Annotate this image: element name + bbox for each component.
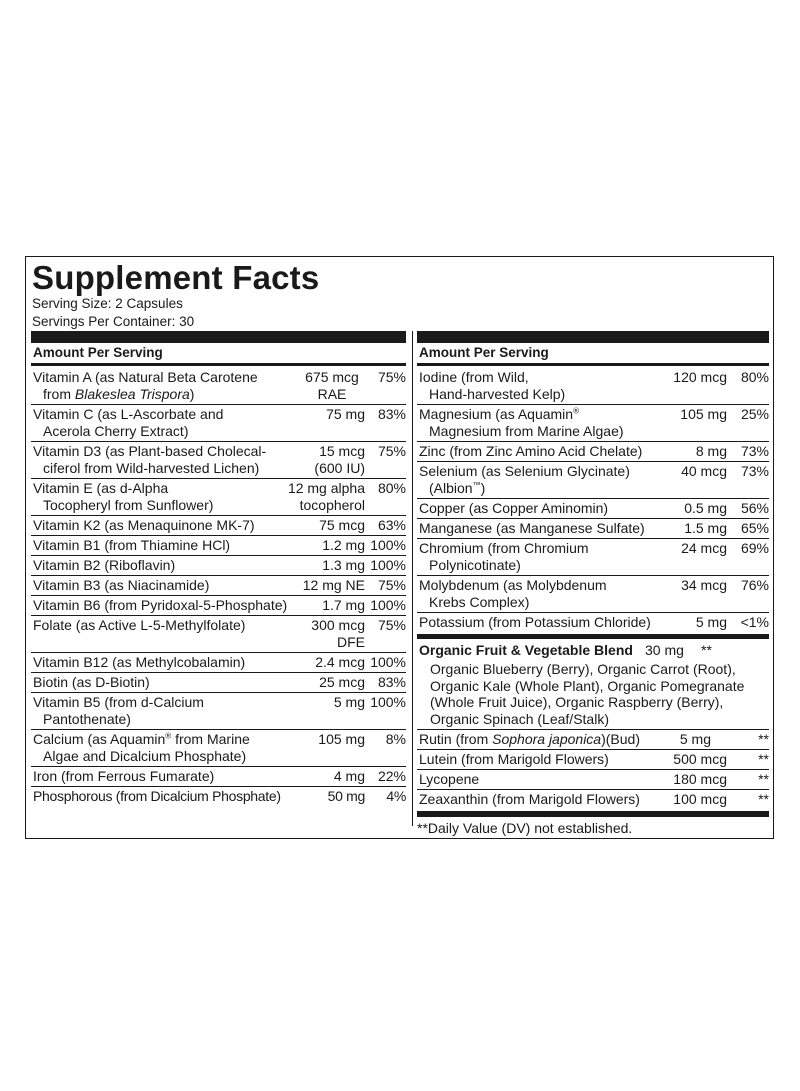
nutrient-dv: 75% [377, 443, 406, 459]
nutrient-dv: 83% [377, 406, 406, 422]
nutrient-row: Copper (as Copper Aminomin) 0.5 mg 56% [417, 499, 769, 519]
nutrient-row: Vitamin B12 (as Methylcobalamin) 2.4 mcg 100% [31, 653, 406, 673]
nutrient-row: Folate (as Active L-5-Methylfolate) 300 mcg DFE 75% [31, 616, 406, 653]
nutrient-row: Lycopene 180 mcg ** [417, 770, 769, 790]
servings-per-container: Servings Per Container: 30 [32, 314, 195, 329]
nutrient-row: Magnesium (as Aquamin® Magnesium from Marine Algae) 105 mg 25% [417, 405, 769, 442]
nutrient-row: Vitamin C (as L-Ascorbate and Acerola Cherry Extract) 75 mg 83% [31, 405, 406, 442]
nutrient-row: Zinc (from Zinc Amino Acid Chelate) 8 mg 73% [417, 442, 769, 462]
nutrient-row: Chromium (from Chromium Polynicotinate) 24 mcg 69% [417, 539, 769, 576]
nutrient-dv: 80% [377, 480, 406, 496]
nutrient-row: Vitamin E (as d-Alpha Tocopheryl from Sunflower) 12 mg alpha tocopherol 80% [31, 479, 406, 516]
nutrient-row: Selenium (as Selenium Glycinate) (Albion™) 40 mcg 73% [417, 462, 769, 499]
header-bar [417, 331, 769, 343]
left-column [31, 331, 406, 806]
nutrient-row: Vitamin B3 (as Niacinamide) 12 mg NE 75% [31, 576, 406, 596]
right-column [417, 331, 769, 837]
nutrient-row: Molybdenum (as Molybdenum Krebs Complex) 34 mcg 76% [417, 576, 769, 613]
blend-section [417, 634, 769, 730]
nutrient-row: Vitamin A (as Natural Beta Carotene from Blakeslea Trispora) 675 mcg RAE 75% [31, 366, 406, 405]
nutrient-row: Vitamin B2 (Riboflavin) 1.3 mg 100% [31, 556, 406, 576]
nutrient-row: Vitamin B5 (from d-Calcium Pantothenate) 5 mg 100% [31, 693, 406, 730]
blend-description: Organic Blueberry (Berry), Organic Carrot (Root), Organic Kale (Whole Plant), Organic Pomegranate (Whole Fruit Juice), Organic Raspberry (Berry), Organic Spinach (Leaf/Stalk) [417, 661, 769, 730]
footnote: **Daily Value (DV) not established. [417, 820, 633, 836]
nutrient-row: Iron (from Ferrous Fumarate) 4 mg 22% [31, 767, 406, 787]
supplement-facts-panel [25, 256, 774, 839]
panel-title: Supplement Facts [32, 259, 320, 296]
blend-dv: ** [701, 642, 712, 658]
nutrient-amount: 12 mg alpha [287, 480, 365, 496]
nutrient-row: Potassium (from Potassium Chloride) 5 mg <1% [419, 614, 769, 630]
header-bar [31, 331, 406, 343]
nutrient-name: Vitamin C (as L-Ascorbate and [33, 406, 224, 422]
blend-amount: 30 mg [645, 642, 684, 658]
blend-name: Organic Fruit & Vegetable Blend [419, 642, 633, 658]
nutrient-row: Vitamin D3 (as Plant-based Cholecal- ciferol from Wild-harvested Lichen) 15 mcg (600 IU) 75% [31, 442, 406, 479]
nutrient-dv: 75% [377, 369, 406, 385]
nutrient-row: Vitamin B1 (from Thiamine HCl) 1.2 mg 100% [31, 536, 406, 556]
nutrient-row: Vitamin B6 (from Pyridoxal-5-Phosphate) 1.7 mg 100% [31, 596, 406, 616]
nutrient-row: Lutein (from Marigold Flowers) 500 mcg ** [417, 750, 769, 770]
nutrient-row: Manganese (as Manganese Sulfate) 1.5 mg 65% [417, 519, 769, 539]
column-divider [412, 331, 413, 826]
nutrient-row: Rutin (from Sophora japonica)(Bud) 5 mg ** [417, 730, 769, 750]
nutrient-name: Vitamin A (as Natural Beta Carotene [33, 369, 258, 385]
serving-size: Serving Size: 2 Capsules [32, 296, 183, 311]
nutrient-row: Calcium (as Aquamin® from Marine Algae and Dicalcium Phosphate) 105 mg 8% [31, 730, 406, 767]
nutrient-row: Phosphorous (from Dicalcium Phosphate) 50 mg 4% [33, 788, 406, 804]
amount-per-serving-header: Amount Per Serving [31, 343, 406, 366]
nutrient-row: Vitamin K2 (as Menaquinone MK-7) 75 mcg 63% [31, 516, 406, 536]
nutrient-row: Zeaxanthin (from Marigold Flowers) 100 mcg ** [419, 791, 769, 807]
blend-row [417, 639, 769, 661]
nutrient-name: Vitamin D3 (as Plant-based Cholecal- [33, 443, 267, 459]
nutrient-row: Iodine (from Wild, Hand-harvested Kelp) 120 mcg 80% [417, 366, 769, 405]
nutrient-amount: 675 mcg [305, 369, 359, 385]
nutrient-amount: 75 mg [326, 406, 365, 422]
nutrient-row: Biotin (as D-Biotin) 25 mcg 83% [31, 673, 406, 693]
amount-per-serving-header: Amount Per Serving [417, 343, 769, 366]
nutrient-name: Vitamin E (as d-Alpha [33, 480, 169, 496]
nutrient-amount: 15 mcg [319, 443, 365, 459]
